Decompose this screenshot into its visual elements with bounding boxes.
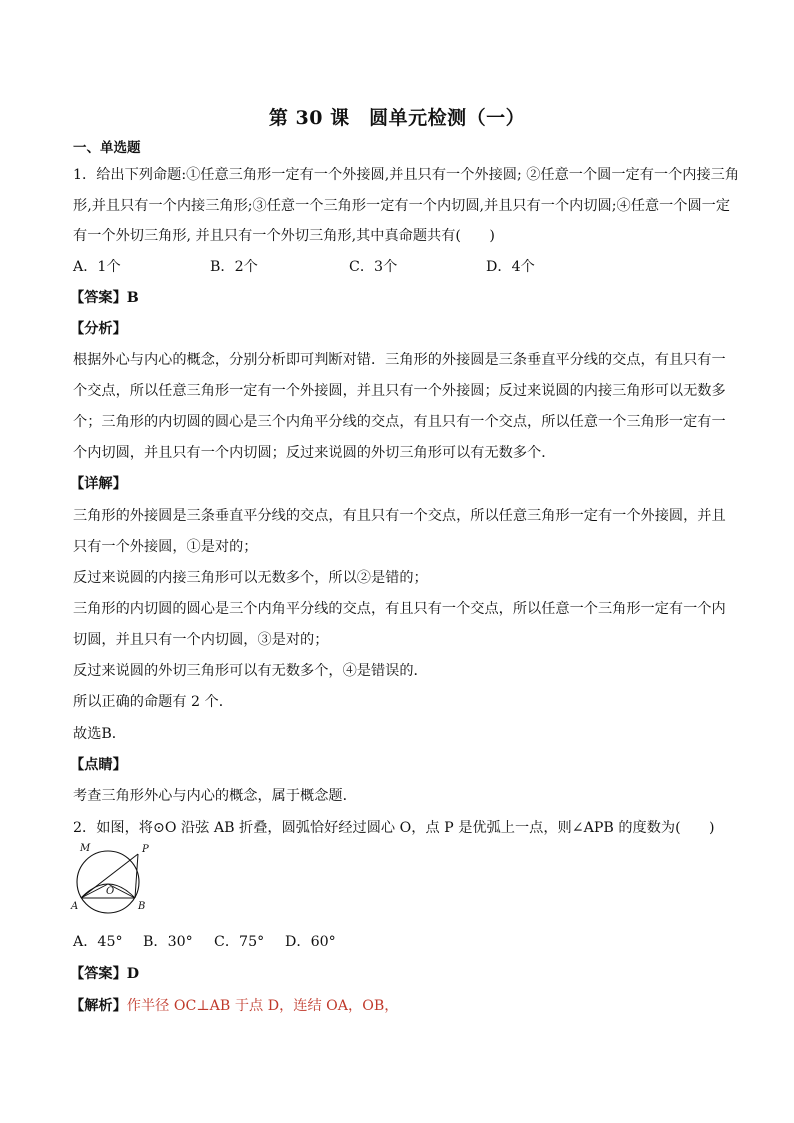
q2-options: [73, 932, 336, 952]
page-title: 第 30 课 圆单元检测（一）: [268, 107, 526, 129]
label-b: B: [138, 901, 146, 912]
q1-comment: 考查三角形外心与内心的概念，属于概念题．: [73, 788, 357, 804]
q1-comment-label: 【点睛】: [70, 757, 127, 773]
q2-option-a: A．45°: [73, 934, 123, 950]
q1-line-3: 有一个外切三角形, 并且只有一个外切三角形,其中真命题共有( ): [73, 228, 495, 244]
q1-option-a: A．1个: [73, 259, 121, 275]
label-m: M: [80, 843, 91, 854]
q2-solution-label: 【解析】: [70, 998, 127, 1014]
q2-option-c: C．75°: [214, 934, 265, 950]
q1-analysis-line-3: 个；三角形的内切圆的圆心是三个内角平分线的交点，有且只有一个交点，所以任意一个三角形一定有一: [73, 414, 726, 430]
section-heading: 一、单选题: [73, 140, 141, 156]
q1-detail-line-5: 切圆，并且只有一个内切圆，③是对的；: [73, 632, 329, 648]
q1-line-1: 1．给出下列命题:①任意三角形一定有一个外接圆,并且只有一个外接圆; ②任意一个圆一定有一个内接三角: [73, 167, 740, 183]
q1-option-b: B．2个: [210, 259, 258, 275]
q1-detail-line-6: 反过来说圆的外切三角形可以有无数多个，④是错误的．: [73, 663, 428, 679]
q1-choice: 故选B．: [73, 726, 126, 742]
q1-analysis-label: 【分析】: [70, 321, 127, 337]
q2-geometry-figure: [68, 842, 164, 914]
q1-detail-label: 【详解】: [70, 476, 127, 492]
q1-detail-line-1: 三角形的外接圆是三条垂直平分线的交点，有且只有一个交点，所以任意三角形一定有一个外接圆，并且: [73, 508, 726, 524]
q1-option-c: C．3个: [349, 259, 398, 275]
label-p: P: [142, 844, 149, 855]
q2-answer: 【答案】D: [70, 966, 140, 982]
q1-analysis-line-2: 个交点，所以任意三角形一定有一个外接圆，并且只有一个外接圆；反过来说圆的内接三角形可以无数多: [73, 383, 726, 399]
q1-options: [73, 257, 535, 277]
q1-detail-line-4: 三角形的内切圆的圆心是三个内角平分线的交点，有且只有一个交点，所以任意一个三角形一定有一个内: [73, 601, 726, 617]
q2-solution: [70, 996, 399, 1016]
q1-answer: 【答案】B: [70, 290, 139, 306]
q1-detail-line-3: 反过来说圆的内接三角形可以无数多个，所以②是错的；: [73, 570, 428, 586]
label-o: O: [106, 886, 115, 897]
q2-solution-text: 作半径 OC⊥AB 于点 D，连结 OA，OB，: [126, 998, 399, 1014]
label-a: A: [71, 901, 79, 912]
q1-option-d: D．4个: [486, 259, 535, 275]
segment-ao: [81, 884, 108, 898]
q1-conclusion: 所以正确的命题有 2 个．: [73, 694, 233, 710]
q2-question: 2．如图，将⊙O 沿弦 AB 折叠，圆弧恰好经过圆心 O，点 P 是优弧上一点，则∠APB 的度数为( ): [73, 820, 715, 836]
q2-option-d: D．60°: [285, 934, 336, 950]
q1-analysis-line-1: 根据外心与内心的概念，分别分析即可判断对错．三角形的外接圆是三条垂直平分线的交点，有且只有一: [73, 352, 726, 368]
q1-line-2: 形,并且只有一个内接三角形;③任意一个三角形一定有一个内切圆,并且只有一个内切圆;④任意一个圆一定: [73, 198, 731, 214]
q1-detail-line-2: 只有一个外接圆，①是对的；: [73, 539, 258, 555]
q1-analysis-line-4: 个内切圆，并且只有一个内切圆；反过来说圆的外切三角形可以有无数多个．: [73, 445, 556, 461]
q2-option-b: B．30°: [143, 934, 193, 950]
